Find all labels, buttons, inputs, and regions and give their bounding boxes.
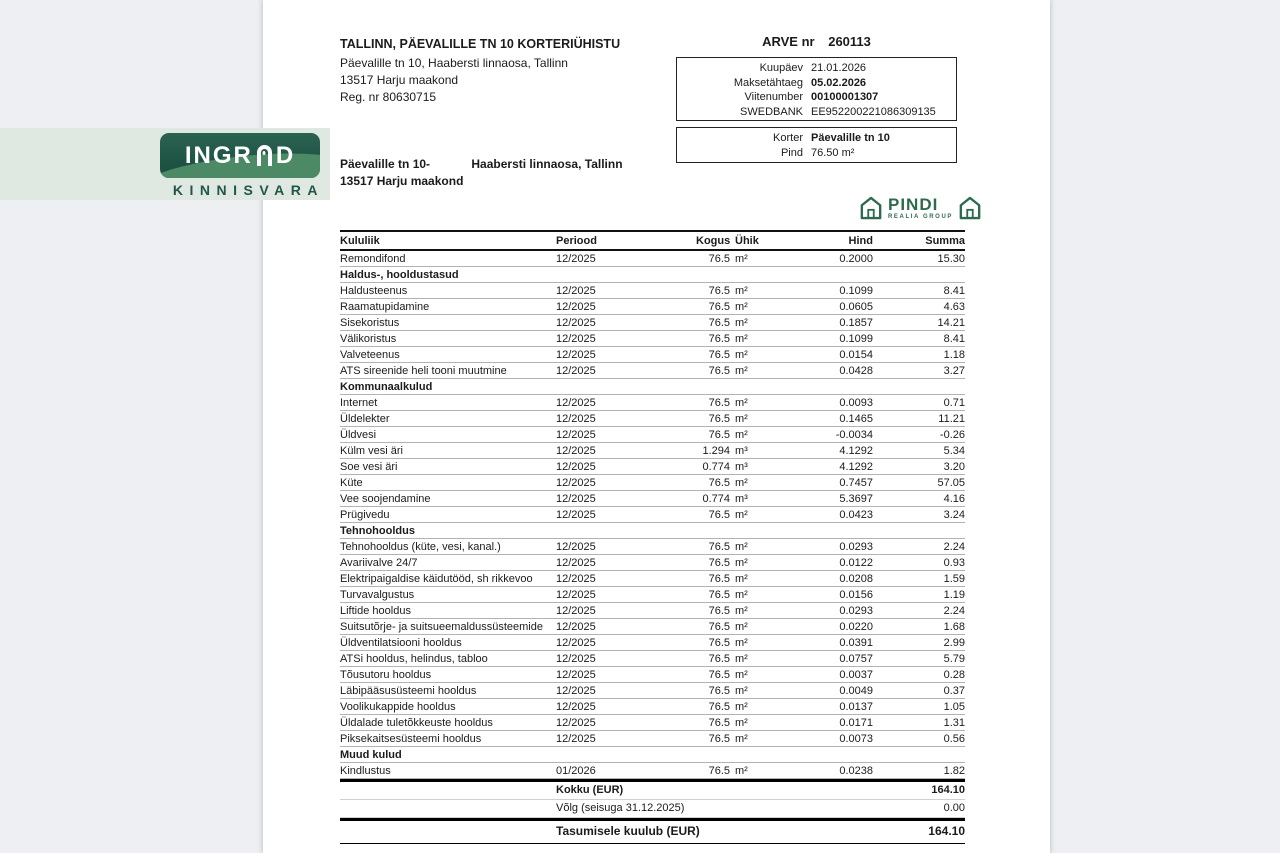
cell-kogus: 76.5 <box>708 764 730 777</box>
cell-kululiik: Sisekoristus <box>340 316 400 329</box>
cell-summa: 1.68 <box>943 620 965 633</box>
cell-kululiik: Remondifond <box>340 252 406 265</box>
cell-kogus: 76.5 <box>708 684 730 697</box>
header-periood: Periood <box>556 235 597 247</box>
cell-periood: 12/2025 <box>556 476 596 489</box>
recipient-block <box>340 156 623 190</box>
cell-kogus: 76.5 <box>708 636 730 649</box>
cell-summa: 14.21 <box>937 316 965 329</box>
table-row <box>340 395 965 411</box>
cell-periood: 12/2025 <box>556 732 596 745</box>
cell-hind: 0.2000 <box>839 252 873 265</box>
reference-label: Viitenumber <box>744 91 803 103</box>
due-date-value: 05.02.2026 <box>811 76 867 89</box>
cell-periood: 12/2025 <box>556 588 596 601</box>
cell-summa: 1.31 <box>943 716 965 729</box>
cell-kogus: 76.5 <box>708 284 730 297</box>
invoice-page <box>263 0 1050 853</box>
cell-kululiik: Liftide hooldus <box>340 604 411 617</box>
cell-summa: 1.19 <box>943 588 965 601</box>
cell-uhik: m² <box>735 332 748 345</box>
table-row <box>340 331 965 347</box>
invoice-details-box <box>676 57 957 121</box>
header-kululiik: Kululiik <box>340 235 380 247</box>
cell-kululiik: Vee soojendamine <box>340 492 431 505</box>
pindi-name-text: PINDI <box>888 195 939 214</box>
cell-hind: 0.0122 <box>839 556 873 569</box>
cell-uhik: m² <box>735 652 748 665</box>
association-address-line1: Päevalille tn 10, Haabersti linnaosa, Tallinn <box>340 56 568 70</box>
table-body <box>340 251 965 779</box>
table-row <box>340 427 965 443</box>
table-row <box>340 459 965 475</box>
cell-kogus: 76.5 <box>708 476 730 489</box>
cell-uhik: m² <box>735 572 748 585</box>
house-icon <box>959 196 981 220</box>
table-row <box>340 603 965 619</box>
property-box <box>676 127 957 163</box>
cell-periood: 12/2025 <box>556 508 596 521</box>
cell-periood: 12/2025 <box>556 716 596 729</box>
cell-periood: 12/2025 <box>556 444 596 457</box>
table-row <box>340 619 965 635</box>
cell-uhik: m² <box>735 284 748 297</box>
cell-kogus: 76.5 <box>708 508 730 521</box>
table-row <box>340 763 965 779</box>
cell-periood: 12/2025 <box>556 316 596 329</box>
cell-summa: 8.41 <box>943 332 965 345</box>
cell-uhik: m² <box>735 732 748 745</box>
cell-summa: 1.05 <box>943 700 965 713</box>
cell-uhik: m² <box>735 668 748 681</box>
cell-hind: 0.0423 <box>839 508 873 521</box>
cell-hind: 0.0238 <box>839 764 873 777</box>
cell-kogus: 76.5 <box>708 332 730 345</box>
cell-periood: 12/2025 <box>556 604 596 617</box>
cell-kogus: 76.5 <box>708 588 730 601</box>
cell-periood: 12/2025 <box>556 636 596 649</box>
due-value: 164.10 <box>928 824 965 838</box>
cell-uhik: m² <box>735 476 748 489</box>
table-section-row <box>340 267 965 283</box>
cell-summa: 8.41 <box>943 284 965 297</box>
table-row <box>340 571 965 587</box>
cell-hind: 0.0293 <box>839 604 873 617</box>
total-row-volg <box>340 800 965 818</box>
cell-uhik: m² <box>735 540 748 553</box>
cell-hind: 0.7457 <box>839 476 873 489</box>
table-row <box>340 491 965 507</box>
table-row <box>340 347 965 363</box>
cell-kogus: 76.5 <box>708 700 730 713</box>
pindi-logo <box>860 196 981 220</box>
section-label: Haldus-, hooldustasud <box>340 268 459 281</box>
cell-hind: 0.0171 <box>839 716 873 729</box>
cell-kogus: 0.774 <box>702 492 730 505</box>
table-row <box>340 539 965 555</box>
cell-uhik: m³ <box>735 460 748 473</box>
cell-summa: 5.79 <box>943 652 965 665</box>
cell-uhik: m³ <box>735 492 748 505</box>
property-row-apartment <box>681 131 948 146</box>
table-row <box>340 731 965 747</box>
cell-uhik: m² <box>735 764 748 777</box>
cell-summa: 57.05 <box>937 476 965 489</box>
cell-kogus: 76.5 <box>708 556 730 569</box>
cell-hind: 0.0428 <box>839 364 873 377</box>
table-header-row <box>340 230 965 251</box>
table-section-row <box>340 747 965 763</box>
cell-hind: -0.0034 <box>835 428 873 441</box>
cell-kululiik: Turvavalgustus <box>340 588 415 601</box>
ingrad-logo <box>160 133 320 178</box>
invoice-number: 260113 <box>828 34 871 49</box>
area-value: 76.50 m² <box>811 146 855 159</box>
cell-hind: 0.0073 <box>839 732 873 745</box>
table-row <box>340 715 965 731</box>
cell-summa: 1.82 <box>943 764 965 777</box>
detail-row-date <box>681 61 948 76</box>
cell-uhik: m² <box>735 364 748 377</box>
association-name: TALLINN, PÄEVALILLE TN 10 KORTERIÜHISTU <box>340 37 621 51</box>
cell-summa: 2.99 <box>943 636 965 649</box>
ingrad-text-post: D <box>275 141 296 169</box>
cell-uhik: m² <box>735 316 748 329</box>
cell-kululiik: ATS sireenide heli tooni muutmine <box>340 364 507 377</box>
header-hind: Hind <box>848 235 873 247</box>
cell-kogus: 76.5 <box>708 316 730 329</box>
cell-periood: 12/2025 <box>556 556 596 569</box>
detail-row-bank <box>681 105 948 120</box>
cell-kululiik: Üldvesi <box>340 428 377 441</box>
ingrad-wordmark <box>160 133 320 178</box>
cell-kululiik: Kindlustus <box>340 764 391 777</box>
section-label: Muud kulud <box>340 748 402 761</box>
cell-summa: 15.30 <box>937 252 965 265</box>
cell-hind: 0.0037 <box>839 668 873 681</box>
cell-summa: 4.63 <box>943 300 965 313</box>
section-label: Tehnohooldus <box>340 524 415 537</box>
cell-periood: 12/2025 <box>556 348 596 361</box>
cell-hind: 0.0757 <box>839 652 873 665</box>
total-row-due <box>340 821 965 843</box>
cell-summa: 3.20 <box>943 460 965 473</box>
cell-summa: 3.27 <box>943 364 965 377</box>
cell-uhik: m² <box>735 716 748 729</box>
cell-uhik: m² <box>735 428 748 441</box>
section-label: Kommunaalkulud <box>340 380 433 393</box>
arch-window-icon <box>257 145 272 166</box>
date-value: 21.01.2026 <box>811 62 867 74</box>
kokku-label: Kokku (EUR) <box>556 784 624 796</box>
cell-kululiik: Elektripaigaldise käidutööd, sh rikkevoo <box>340 572 533 585</box>
property-row-area <box>681 146 948 161</box>
cell-periood: 12/2025 <box>556 412 596 425</box>
cell-hind: 0.1857 <box>839 316 873 329</box>
bank-iban-value: EE952200221086309135 <box>811 105 936 118</box>
cell-periood: 12/2025 <box>556 396 596 409</box>
table-row <box>340 411 965 427</box>
table-row <box>340 507 965 523</box>
cell-periood: 12/2025 <box>556 668 596 681</box>
cell-kululiik: ATSi hooldus, helindus, tabloo <box>340 652 488 665</box>
cell-summa: 11.21 <box>938 412 965 425</box>
cell-periood: 12/2025 <box>556 652 596 665</box>
cell-periood: 12/2025 <box>556 540 596 553</box>
cell-kululiik: Voolikukappide hooldus <box>340 700 456 713</box>
header-kogus: Kogus <box>696 235 731 247</box>
ingrad-text-pre: INGR <box>184 141 253 169</box>
cell-hind: 0.1099 <box>839 332 873 345</box>
cell-kogus: 76.5 <box>708 428 730 441</box>
charges-table <box>340 230 965 844</box>
detail-row-due-date <box>681 76 948 91</box>
area-label: Pind <box>780 146 803 159</box>
table-section-row <box>340 379 965 395</box>
apartment-value: Päevalille tn 10 <box>811 132 890 144</box>
table-row <box>340 363 965 379</box>
cell-periood: 12/2025 <box>556 460 596 473</box>
cell-kululiik: Valveteenus <box>340 348 400 361</box>
cell-hind: 0.0220 <box>839 620 873 633</box>
cell-kogus: 76.5 <box>708 252 730 265</box>
cell-kogus: 76.5 <box>708 540 730 553</box>
cell-kululiik: Läbipääsusüsteemi hooldus <box>340 684 477 697</box>
ingrad-logo-band <box>0 128 330 200</box>
house-icon <box>860 196 882 220</box>
table-row <box>340 475 965 491</box>
cell-kululiik: Välikoristus <box>340 332 397 345</box>
invoice-title <box>676 34 957 49</box>
volg-value: 0.00 <box>943 802 965 814</box>
cell-kogus: 76.5 <box>708 732 730 745</box>
cell-summa: 0.93 <box>943 556 965 569</box>
cell-periood: 12/2025 <box>556 364 596 377</box>
cell-kogus: 76.5 <box>708 652 730 665</box>
cell-periood: 12/2025 <box>556 300 596 313</box>
table-row <box>340 315 965 331</box>
cell-summa: 0.28 <box>943 668 965 681</box>
recipient-district: Haabersti linnaosa, Tallinn <box>471 157 623 171</box>
cell-kululiik: Tehnohooldus (küte, vesi, kanal.) <box>340 540 501 553</box>
cell-kululiik: Suitsutõrje- ja suitsueemaldussüsteemide <box>340 620 543 633</box>
table-section-row <box>340 523 965 539</box>
cell-uhik: m² <box>735 348 748 361</box>
cell-uhik: m² <box>735 700 748 713</box>
table-row <box>340 555 965 571</box>
table-bottom-rule <box>340 843 965 844</box>
cell-periood: 12/2025 <box>556 572 596 585</box>
cell-summa: 2.24 <box>943 540 965 553</box>
cell-hind: 0.0208 <box>839 572 873 585</box>
cell-periood: 12/2025 <box>556 428 596 441</box>
table-row <box>340 443 965 459</box>
due-label: Tasumisele kuulub (EUR) <box>556 824 700 838</box>
cell-hind: 0.0093 <box>839 396 873 409</box>
table-row <box>340 635 965 651</box>
table-row <box>340 283 965 299</box>
cell-summa: 0.71 <box>943 396 965 409</box>
cell-kogus: 76.5 <box>708 604 730 617</box>
detail-row-reference <box>681 90 948 105</box>
cell-uhik: m² <box>735 252 748 265</box>
header-uhik: Ühik <box>735 235 759 247</box>
cell-kululiik: Külm vesi äri <box>340 444 403 457</box>
recipient-line1 <box>340 156 623 173</box>
cell-kululiik: Üldelekter <box>340 412 390 425</box>
cell-periood: 12/2025 <box>556 684 596 697</box>
cell-kogus: 0.774 <box>702 460 730 473</box>
cell-kogus: 76.5 <box>708 572 730 585</box>
cell-periood: 12/2025 <box>556 252 596 265</box>
cell-hind: 0.0293 <box>839 540 873 553</box>
association-reg-number: Reg. nr 80630715 <box>340 90 437 104</box>
cell-uhik: m² <box>735 396 748 409</box>
cell-kogus: 76.5 <box>708 716 730 729</box>
cell-periood: 12/2025 <box>556 620 596 633</box>
cell-kululiik: Internet <box>340 396 378 409</box>
cell-hind: 0.0605 <box>839 300 873 313</box>
cell-summa: 5.34 <box>943 444 965 457</box>
cell-hind: 0.1465 <box>839 412 873 425</box>
cell-uhik: m² <box>735 684 748 697</box>
cell-kululiik: Avariivalve 24/7 <box>340 556 418 569</box>
cell-hind: 0.1099 <box>839 284 873 297</box>
recipient-line2: 13517 Harju maakond <box>340 174 464 188</box>
cell-periood: 01/2026 <box>556 764 596 777</box>
association-address-line2: 13517 Harju maakond <box>340 73 459 87</box>
cell-hind: 0.0154 <box>839 348 873 361</box>
table-row <box>340 699 965 715</box>
header-summa: Summa <box>925 235 965 247</box>
cell-uhik: m² <box>735 620 748 633</box>
cell-uhik: m² <box>735 636 748 649</box>
table-row <box>340 587 965 603</box>
cell-periood: 12/2025 <box>556 284 596 297</box>
cell-hind: 5.3697 <box>839 492 873 505</box>
table-row <box>340 299 965 315</box>
cell-kululiik: Raamatupidamine <box>340 300 430 313</box>
cell-kululiik: Haldusteenus <box>340 284 408 297</box>
cell-periood: 12/2025 <box>556 700 596 713</box>
cell-kogus: 76.5 <box>708 620 730 633</box>
cell-periood: 12/2025 <box>556 492 596 505</box>
cell-periood: 12/2025 <box>556 332 596 345</box>
cell-uhik: m² <box>735 604 748 617</box>
cell-kogus: 76.5 <box>708 300 730 313</box>
pindi-wordmark <box>888 196 953 220</box>
volg-label: Võlg (seisuga 31.12.2025) <box>556 802 685 814</box>
cell-uhik: m² <box>735 588 748 601</box>
pindi-subtitle-text: REALIA GROUP <box>888 214 953 220</box>
cell-hind: 4.1292 <box>839 460 873 473</box>
cell-hind: 0.0049 <box>839 684 873 697</box>
cell-summa: 1.59 <box>943 572 965 585</box>
cell-kululiik: Üldalade tuletõkkeuste hooldus <box>340 716 493 729</box>
table-row <box>340 667 965 683</box>
cell-kululiik: Piksekaitsesüsteemi hooldus <box>340 732 482 745</box>
bank-label: SWEDBANK <box>740 105 803 118</box>
table-row <box>340 651 965 667</box>
table-row <box>340 683 965 699</box>
apartment-label: Korter <box>773 132 803 144</box>
cell-uhik: m² <box>735 300 748 313</box>
cell-uhik: m² <box>735 508 748 521</box>
total-row-kokku <box>340 782 965 800</box>
cell-summa: 1.18 <box>943 348 965 361</box>
table-row <box>340 251 965 267</box>
cell-kululiik: Prügivedu <box>340 508 390 521</box>
cell-summa: 0.56 <box>943 732 965 745</box>
due-date-label: Maksetähtaeg <box>733 76 803 89</box>
cell-summa: 4.16 <box>943 492 965 505</box>
association-block <box>340 36 620 106</box>
recipient-street: Päevalille tn 10- <box>340 157 431 171</box>
cell-uhik: m² <box>735 556 748 569</box>
cell-kogus: 1.294 <box>702 444 730 457</box>
cell-summa: 0.37 <box>943 684 965 697</box>
cell-kululiik: Soe vesi äri <box>340 460 398 473</box>
cell-kululiik: Küte <box>340 476 363 489</box>
cell-kogus: 76.5 <box>708 364 730 377</box>
cell-summa: -0.26 <box>939 428 965 441</box>
cell-kogus: 76.5 <box>708 412 730 425</box>
cell-summa: 2.24 <box>943 604 965 617</box>
cell-uhik: m³ <box>735 444 748 457</box>
cell-kogus: 76.5 <box>708 668 730 681</box>
cell-hind: 0.0156 <box>839 588 873 601</box>
invoice-title-label: ARVE nr <box>762 34 815 49</box>
date-label: Kuupäev <box>759 62 803 74</box>
cell-hind: 0.0137 <box>839 700 873 713</box>
cell-summa: 3.24 <box>943 508 965 521</box>
cell-kogus: 76.5 <box>708 396 730 409</box>
cell-kogus: 76.5 <box>708 348 730 361</box>
cell-hind: 4.1292 <box>839 444 873 457</box>
cell-hind: 0.0391 <box>839 636 873 649</box>
reference-value: 00100001307 <box>811 91 879 103</box>
cell-kululiik: Tõusutoru hooldus <box>340 668 432 681</box>
cell-uhik: m² <box>735 412 748 425</box>
cell-kululiik: Üldventilatsiooni hooldus <box>340 636 462 649</box>
kokku-value: 164.10 <box>931 784 965 796</box>
kinnisvara-text: KINNISVARA <box>172 182 324 198</box>
